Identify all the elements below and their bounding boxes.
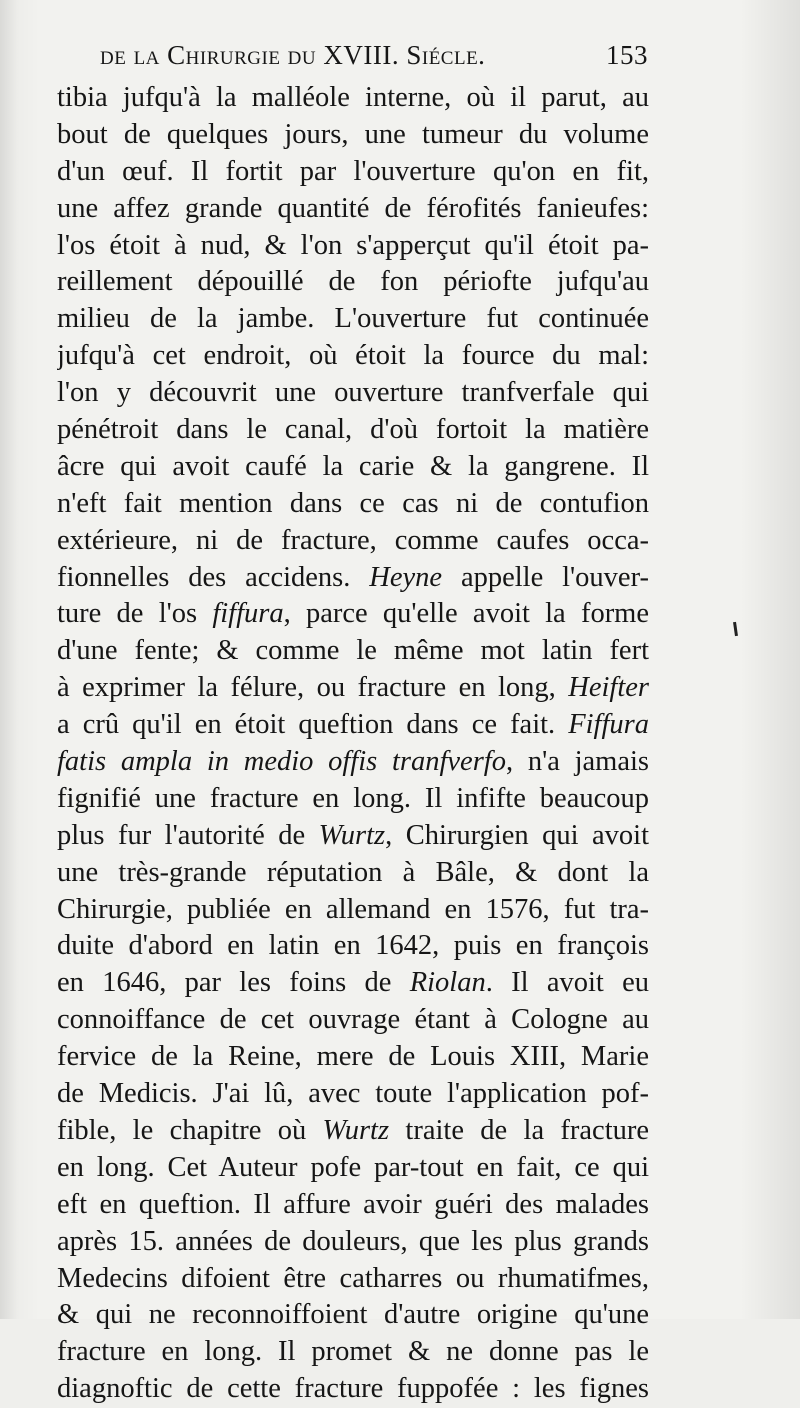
line-text: fible, le chapitre où [57, 1114, 307, 1146]
line-text: . Il avoit eu [485, 967, 649, 999]
line-text: n'eft fait mention dans ce cas ni de contufion [57, 487, 649, 519]
text-line [57, 523, 649, 560]
line-text: , n'a jamais [505, 746, 649, 778]
text-line [57, 892, 649, 929]
text-line [57, 1150, 649, 1187]
line-text: tibia jufqu'à la malléole interne, où il parut, au [57, 82, 649, 113]
line-text: milieu de la jambe. L'ouverture fut continuée [57, 303, 649, 335]
text-line [57, 1113, 649, 1150]
text-line [57, 670, 649, 707]
line-text: , Chirurgien qui avoit [385, 819, 649, 851]
italic-term: Heyne [369, 561, 443, 593]
text-line [57, 596, 649, 633]
text-line [57, 228, 649, 265]
text-line [57, 1334, 649, 1371]
line-text: bout de quelques jours, une tumeur du volume [57, 118, 649, 150]
line-text: fignifié une fracture en long. Il infifte beaucoup [57, 782, 649, 814]
text-line [57, 80, 649, 117]
line-text: plus fur l'autorité de [57, 819, 306, 851]
page-number: 153 [606, 40, 648, 70]
text-line [57, 1039, 649, 1076]
line-text: après 15. années de douleurs, que les plus grands [57, 1225, 649, 1257]
text-line [57, 1297, 649, 1334]
text-line [57, 855, 649, 892]
text-line [57, 1371, 649, 1408]
show-through-text [716, 735, 800, 935]
line-text: eft en queftion. Il affure avoir guéri des malades [57, 1188, 649, 1220]
text-line [57, 1002, 649, 1039]
text-line [57, 1076, 649, 1113]
line-text: jufqu'à cet endroit, où étoit la fource du mal: [57, 340, 649, 372]
line-text: d'une fente; & comme le même mot latin fert [57, 635, 649, 667]
line-text: en 1646, par les foins de [57, 967, 392, 999]
line-text: ture de l'os [57, 598, 198, 630]
text-line [57, 707, 649, 744]
line-text: en long. Cet Auteur pofe par-tout en fait, ce qui [57, 1151, 649, 1183]
line-text: reillement dépouillé de fon périofte jufqu'au [57, 266, 649, 298]
line-text: & qui ne reconnoiffoient d'autre origine qu'une [57, 1299, 649, 1331]
text-line [57, 1224, 649, 1261]
line-text: une très-grande réputation à Bâle, & dont la [57, 856, 649, 888]
line-text: âcre qui avoit caufé la carie & la gangrene. Il [57, 450, 649, 482]
italic-term: Riolan [409, 967, 486, 999]
text-line [57, 486, 649, 523]
italic-term: Wurtz [322, 1114, 390, 1146]
line-text: l'on y découvrit une ouverture tranfverfale qui [57, 377, 649, 409]
italic-term: Wurtz [318, 819, 386, 851]
text-line [57, 1187, 649, 1224]
text-line [57, 412, 649, 449]
italic-term: Heifter [568, 672, 649, 704]
line-text: connoiffance de cet ouvrage étant à Cologne au [57, 1004, 649, 1036]
line-text: , parce qu'elle avoit la forme [283, 598, 649, 630]
line-text: à exprimer la félure, ou fracture en long, [57, 672, 556, 704]
text-line [57, 264, 649, 301]
line-text: appelle l'ouver- [460, 561, 649, 593]
text-line [57, 560, 649, 597]
text-line [57, 117, 649, 154]
line-text: de Medicis. J'ai lû, avec toute l'application pof- [57, 1078, 649, 1110]
body-text [57, 80, 649, 1408]
page-header [92, 34, 652, 74]
text-line [57, 375, 649, 412]
line-text: diagnoftic de cette fracture fuppofée : les fignes [57, 1373, 649, 1405]
text-line [57, 818, 649, 855]
line-text: pénétroit dans le canal, d'où fortoit la matière [57, 414, 649, 446]
line-text: traite de la fracture [405, 1114, 649, 1146]
text-line [57, 449, 649, 486]
text-line [57, 965, 649, 1002]
text-line [57, 154, 649, 191]
line-text: duite d'abord en latin en 1642, puis en françois [57, 930, 649, 962]
text-line [57, 1261, 649, 1298]
italic-term: Fiffura [568, 709, 649, 741]
running-head: de la Chirurgie du XVIII. Siécle. [100, 40, 486, 70]
line-text: Medecins difoient être catharres ou rhumatifmes, [57, 1262, 649, 1294]
line-text: fionnelles des accidens. [57, 561, 351, 593]
text-line [57, 633, 649, 670]
text-line [57, 191, 649, 228]
text-line [57, 781, 649, 818]
italic-term: fiffura [212, 598, 284, 630]
line-text: fracture en long. Il promet & ne donne pas le [57, 1336, 649, 1368]
line-text: Chirurgie, publiée en allemand en 1576, fut tra- [57, 893, 649, 925]
text-line [57, 301, 649, 338]
text-line [57, 744, 649, 781]
text-line [57, 338, 649, 375]
italic-term: fatis ampla in medio offis tranfverfo [57, 746, 506, 778]
line-text: extérieure, ni de fracture, comme caufes occa- [57, 524, 649, 556]
line-text: a crû qu'il en étoit queftion dans ce fait. [57, 709, 556, 741]
line-text: une affez grande quantité de férofités fanieufes: [57, 192, 649, 224]
line-text: d'un œuf. Il fortit par l'ouverture qu'on en fit, [57, 155, 649, 187]
text-line [57, 928, 649, 965]
line-text: fervice de la Reine, mere de Louis XIII, Marie [57, 1041, 649, 1073]
line-text: l'os étoit à nud, & l'on s'apperçut qu'il étoit pa- [57, 229, 649, 261]
